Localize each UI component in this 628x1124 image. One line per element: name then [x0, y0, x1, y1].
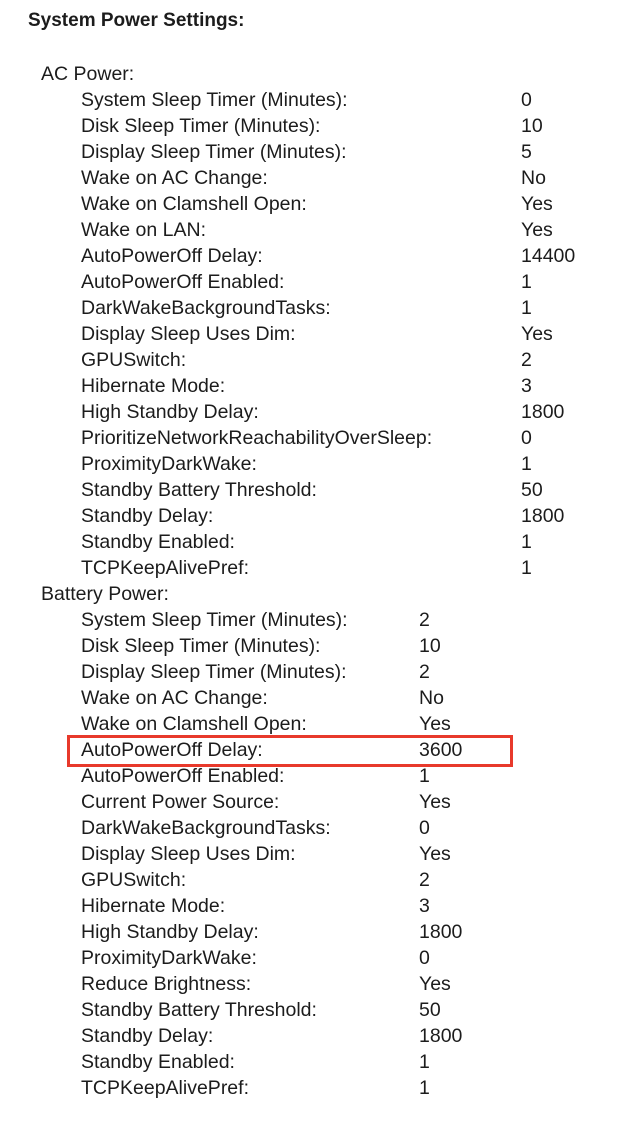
setting-row [0, 321, 628, 347]
setting-value: 50 [521, 479, 543, 501]
setting-label: High Standby Delay: [81, 921, 259, 943]
setting-value: 1800 [419, 1025, 463, 1047]
setting-label: Standby Delay: [81, 505, 214, 527]
setting-value: 3 [521, 375, 532, 397]
setting-row [0, 295, 628, 321]
setting-label: DarkWakeBackgroundTasks: [81, 297, 331, 319]
setting-row [0, 789, 628, 815]
setting-label: Standby Enabled: [81, 1051, 235, 1073]
setting-value: 1 [521, 531, 532, 553]
setting-value: Yes [521, 219, 553, 241]
setting-label: Standby Enabled: [81, 531, 235, 553]
setting-label: Standby Battery Threshold: [81, 479, 317, 501]
setting-label: Disk Sleep Timer (Minutes): [81, 115, 321, 137]
setting-row [0, 347, 628, 373]
setting-row [0, 555, 628, 581]
setting-label: Standby Delay: [81, 1025, 214, 1047]
battery-power-header: Battery Power: [41, 583, 169, 605]
setting-row [0, 971, 628, 997]
setting-value: 0 [419, 947, 430, 969]
setting-row [0, 451, 628, 477]
setting-label: Wake on Clamshell Open: [81, 193, 307, 215]
setting-row [0, 243, 628, 269]
setting-label: AutoPowerOff Enabled: [81, 271, 285, 293]
setting-value: 1800 [419, 921, 463, 943]
setting-value: 2 [419, 609, 430, 631]
setting-value: 1 [521, 453, 532, 475]
setting-value: Yes [419, 843, 451, 865]
setting-label: TCPKeepAlivePref: [81, 1077, 249, 1099]
setting-row [0, 763, 628, 789]
setting-row [0, 711, 628, 737]
setting-row [0, 607, 628, 633]
setting-row [0, 503, 628, 529]
setting-value: 10 [521, 115, 543, 137]
setting-row [0, 997, 628, 1023]
setting-label: Display Sleep Timer (Minutes): [81, 661, 347, 683]
setting-value: No [419, 687, 444, 709]
setting-row [0, 477, 628, 503]
setting-label: Display Sleep Uses Dim: [81, 843, 296, 865]
setting-value: 14400 [521, 245, 576, 267]
setting-value: 0 [419, 817, 430, 839]
setting-label: Wake on AC Change: [81, 687, 268, 709]
setting-label: ProximityDarkWake: [81, 947, 257, 969]
setting-value: 5 [521, 141, 532, 163]
setting-row [0, 1075, 628, 1101]
setting-value: Yes [521, 193, 553, 215]
setting-label: AutoPowerOff Delay: [81, 739, 263, 761]
setting-label: Hibernate Mode: [81, 375, 226, 397]
setting-label: Reduce Brightness: [81, 973, 252, 995]
setting-label: GPUSwitch: [81, 869, 187, 891]
setting-row [0, 1023, 628, 1049]
setting-label: Hibernate Mode: [81, 895, 226, 917]
setting-label: AutoPowerOff Delay: [81, 245, 263, 267]
setting-row [0, 425, 628, 451]
setting-value: 2 [419, 869, 430, 891]
setting-label: Disk Sleep Timer (Minutes): [81, 635, 321, 657]
setting-row [0, 87, 628, 113]
setting-label: System Sleep Timer (Minutes): [81, 609, 348, 631]
setting-row [0, 659, 628, 685]
setting-label: TCPKeepAlivePref: [81, 557, 249, 579]
setting-value: 50 [419, 999, 441, 1021]
setting-row [0, 919, 628, 945]
setting-row [0, 867, 628, 893]
setting-value: 1 [419, 1077, 430, 1099]
setting-value: 1 [419, 1051, 430, 1073]
setting-value: 1 [521, 271, 532, 293]
setting-row [0, 1049, 628, 1075]
setting-label: Wake on Clamshell Open: [81, 713, 307, 735]
setting-label: PrioritizeNetworkReachabilityOverSleep: [81, 427, 433, 449]
setting-row [0, 529, 628, 555]
setting-row [0, 399, 628, 425]
setting-label: AutoPowerOff Enabled: [81, 765, 285, 787]
setting-row [0, 685, 628, 711]
setting-row [0, 373, 628, 399]
setting-row [0, 269, 628, 295]
setting-value: 0 [521, 427, 532, 449]
setting-value: Yes [419, 973, 451, 995]
setting-label: Current Power Source: [81, 791, 280, 813]
setting-value: Yes [521, 323, 553, 345]
setting-value: 10 [419, 635, 441, 657]
setting-label: Display Sleep Timer (Minutes): [81, 141, 347, 163]
setting-label: Wake on LAN: [81, 219, 206, 241]
setting-value: No [521, 167, 546, 189]
setting-label: Wake on AC Change: [81, 167, 268, 189]
setting-value: 3 [419, 895, 430, 917]
setting-label: Display Sleep Uses Dim: [81, 323, 296, 345]
setting-label: GPUSwitch: [81, 349, 187, 371]
setting-label: Standby Battery Threshold: [81, 999, 317, 1021]
setting-row [0, 633, 628, 659]
setting-label: ProximityDarkWake: [81, 453, 257, 475]
setting-row [0, 217, 628, 243]
setting-value: Yes [419, 713, 451, 735]
page-title: System Power Settings: [28, 10, 245, 31]
setting-value: Yes [419, 791, 451, 813]
setting-row [0, 191, 628, 217]
setting-label: DarkWakeBackgroundTasks: [81, 817, 331, 839]
setting-row [0, 945, 628, 971]
setting-row [0, 815, 628, 841]
setting-row [0, 165, 628, 191]
setting-value: 1800 [521, 505, 565, 527]
setting-row [0, 113, 628, 139]
setting-row [0, 893, 628, 919]
setting-value: 2 [521, 349, 532, 371]
setting-value: 3600 [419, 739, 463, 761]
setting-label: System Sleep Timer (Minutes): [81, 89, 348, 111]
setting-value: 1 [521, 297, 532, 319]
ac-power-header: AC Power: [41, 63, 135, 85]
setting-value: 2 [419, 661, 430, 683]
setting-row [0, 841, 628, 867]
setting-value: 1800 [521, 401, 565, 423]
setting-value: 0 [521, 89, 532, 111]
setting-row-highlighted [0, 737, 628, 763]
setting-row [0, 139, 628, 165]
setting-value: 1 [419, 765, 430, 787]
setting-value: 1 [521, 557, 532, 579]
setting-label: High Standby Delay: [81, 401, 259, 423]
